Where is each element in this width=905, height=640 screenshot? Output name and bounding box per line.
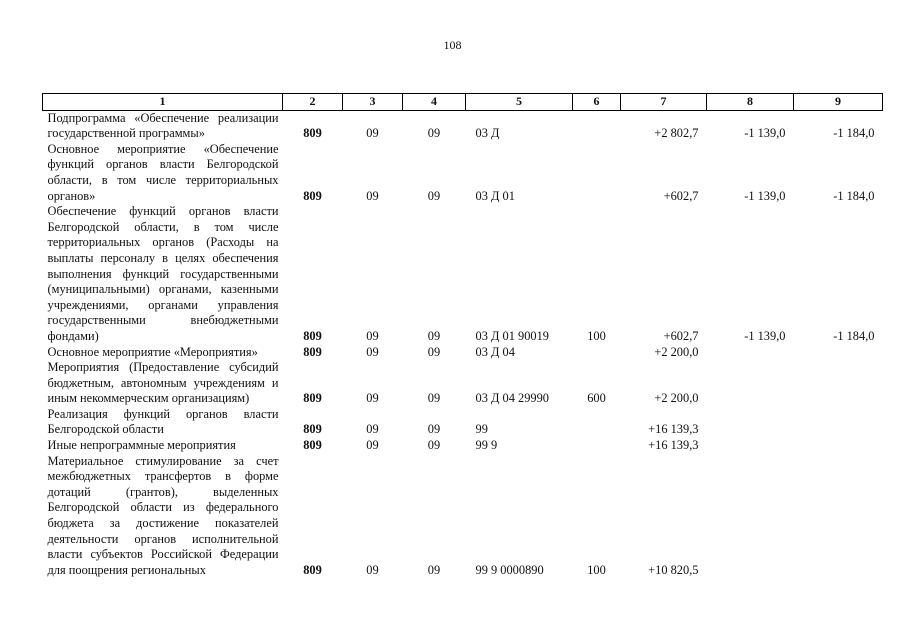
expense-type-code: 100 bbox=[587, 562, 606, 577]
amount-col-9 bbox=[794, 454, 883, 579]
amount-col-9 bbox=[794, 407, 883, 438]
ministry-code: 809 bbox=[303, 422, 322, 437]
ministry-code: 809 bbox=[303, 126, 322, 141]
amount-col-7: +602,7 bbox=[663, 328, 699, 343]
amount-col-8 bbox=[707, 407, 794, 438]
section-code: 09 bbox=[366, 126, 379, 141]
expense-type-code: 600 bbox=[587, 391, 606, 406]
section-code: 09 bbox=[366, 188, 379, 203]
amount-col-9 bbox=[794, 438, 883, 454]
target-article-code: 99 bbox=[475, 422, 488, 437]
amount-col-7: +10 820,5 bbox=[648, 562, 699, 577]
table-row bbox=[43, 142, 883, 204]
amount-col-8 bbox=[707, 438, 794, 454]
header-col-7: 7 bbox=[621, 94, 707, 111]
section-code: 09 bbox=[366, 422, 379, 437]
amount-col-8 bbox=[707, 360, 794, 407]
section-code: 09 bbox=[366, 328, 379, 343]
ministry-code: 809 bbox=[303, 562, 322, 577]
header-col-2: 2 bbox=[283, 94, 343, 111]
section-code: 09 bbox=[366, 562, 379, 577]
target-article-code: 03 Д 01 90019 bbox=[475, 328, 550, 343]
header-col-6: 6 bbox=[573, 94, 621, 111]
section-code: 09 bbox=[366, 391, 379, 406]
target-article-code: 03 Д 04 bbox=[475, 344, 515, 359]
amount-col-9: -1 184,0 bbox=[833, 188, 875, 203]
budget-table bbox=[42, 93, 883, 578]
amount-col-7: +602,7 bbox=[663, 188, 699, 203]
subsection-code: 09 bbox=[427, 344, 441, 359]
expense-type-code bbox=[573, 438, 621, 454]
amount-col-8: -1 139,0 bbox=[744, 328, 786, 343]
subsection-code: 09 bbox=[427, 438, 441, 453]
amount-col-7: +16 139,3 bbox=[648, 422, 699, 437]
amount-col-9: -1 184,0 bbox=[833, 126, 875, 141]
ministry-code: 809 bbox=[303, 344, 322, 359]
table-row bbox=[43, 407, 883, 438]
header-col-1: 1 bbox=[43, 94, 283, 111]
row-name: Мероприятия (Предоставление субсидий бюджетным, автономным учреждениям и иным некоммерческим организациям) bbox=[47, 360, 279, 406]
expense-type-code: 100 bbox=[587, 328, 606, 343]
target-article-code: 03 Д bbox=[475, 126, 500, 141]
amount-col-7: +2 200,0 bbox=[654, 344, 699, 359]
target-article-code: 99 9 0000890 bbox=[475, 562, 544, 577]
header-col-4: 4 bbox=[403, 94, 466, 111]
amount-col-8 bbox=[707, 454, 794, 579]
row-name: Подпрограмма «Обеспечение реализации государственной программы» bbox=[47, 110, 279, 141]
amount-col-9 bbox=[794, 345, 883, 361]
subsection-code: 09 bbox=[427, 328, 441, 343]
header-col-3: 3 bbox=[343, 94, 403, 111]
subsection-code: 09 bbox=[427, 422, 441, 437]
subsection-code: 09 bbox=[427, 126, 441, 141]
expense-type-code bbox=[573, 110, 621, 142]
amount-col-8 bbox=[707, 345, 794, 361]
row-name: Основное мероприятие «Мероприятия» bbox=[47, 344, 258, 359]
subsection-code: 09 bbox=[427, 562, 441, 577]
expense-type-code bbox=[573, 345, 621, 361]
subsection-code: 09 bbox=[427, 391, 441, 406]
amount-col-9: -1 184,0 bbox=[833, 328, 875, 343]
target-article-code: 99 9 bbox=[475, 438, 498, 453]
subsection-code: 09 bbox=[427, 188, 441, 203]
table-row bbox=[43, 438, 883, 454]
row-name: Основное мероприятие «Обеспечение функций органов власти Белгородской области, в том числе территориальных органов» bbox=[47, 141, 279, 203]
amount-col-7: +16 139,3 bbox=[648, 438, 699, 453]
expense-type-code bbox=[573, 142, 621, 204]
ministry-code: 809 bbox=[303, 438, 322, 453]
ministry-code: 809 bbox=[303, 188, 322, 203]
header-col-5: 5 bbox=[466, 94, 573, 111]
page-number: 108 bbox=[443, 38, 462, 52]
row-name: Материальное стимулирование за счет межбюджетных трансфертов в форме дотаций (грантов), выделенных Белгородской области из федерального бюджета за достижение показателей деятельности органов исполнительной власти субъектов Российской Федерации для поощрения региональных bbox=[47, 453, 279, 577]
target-article-code: 03 Д 04 29990 bbox=[475, 391, 550, 406]
table-row bbox=[43, 204, 883, 344]
row-name: Обеспечение функций органов власти Белгородской области, в том числе территориальных органов (Расходы на выплаты персоналу в целях обеспечения выполнения функций государственными (муниципальными) органами, казенными учреждениями, органами управления государственными внебюджетными фондами) bbox=[47, 204, 279, 343]
expense-type-code bbox=[573, 407, 621, 438]
row-name: Иные непрограммные мероприятия bbox=[47, 438, 236, 453]
header-row bbox=[43, 94, 883, 111]
ministry-code: 809 bbox=[303, 391, 322, 406]
target-article-code: 03 Д 01 bbox=[475, 188, 515, 203]
section-code: 09 bbox=[366, 438, 379, 453]
section-code: 09 bbox=[366, 344, 379, 359]
table-row bbox=[43, 360, 883, 407]
row-name: Реализация функций органов власти Белгородской области bbox=[47, 406, 279, 437]
amount-col-7: +2 200,0 bbox=[654, 391, 699, 406]
amount-col-7: +2 802,7 bbox=[654, 126, 699, 141]
ministry-code: 809 bbox=[303, 328, 322, 343]
amount-col-8: -1 139,0 bbox=[744, 126, 786, 141]
header-col-9: 9 bbox=[794, 94, 883, 111]
amount-col-9 bbox=[794, 360, 883, 407]
amount-col-8: -1 139,0 bbox=[744, 188, 786, 203]
header-col-8: 8 bbox=[707, 94, 794, 111]
table-row bbox=[43, 345, 883, 361]
table-row bbox=[43, 454, 883, 579]
table-row bbox=[43, 110, 883, 142]
